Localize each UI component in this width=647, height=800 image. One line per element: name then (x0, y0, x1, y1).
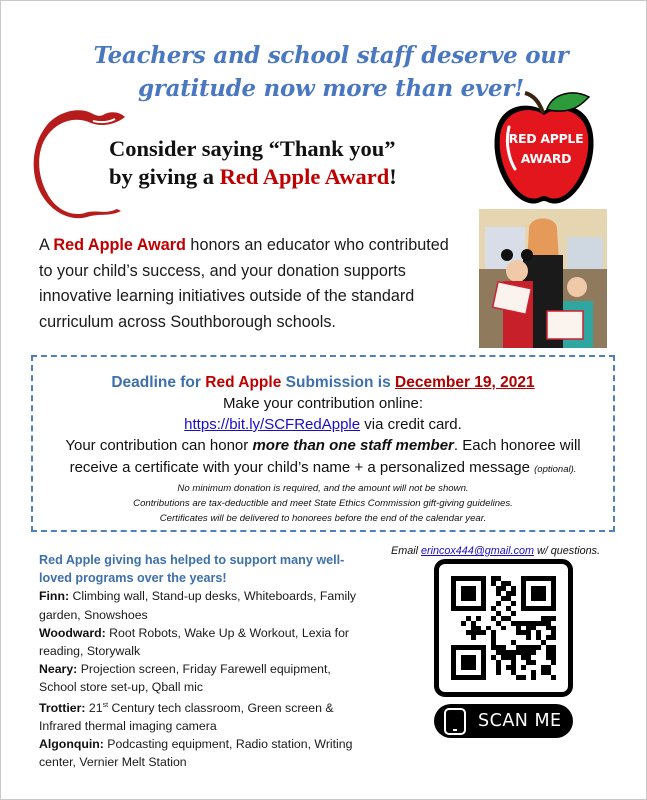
scan-me-button[interactable] (434, 704, 573, 738)
school-items: Podcasting equipment, Radio station, Writing center, Vernier Melt Station (39, 737, 353, 770)
honor-prefix: Your contribution can honor (65, 437, 253, 454)
consider-prefix: by giving a (109, 164, 220, 189)
contact-line (391, 545, 631, 557)
school-items: Projection screen, Friday Farewell equipment, School store set-up, Qball mic (39, 662, 331, 695)
intro-paragraph (39, 233, 459, 335)
deadline-box (31, 355, 615, 532)
qr-code-frame[interactable] (434, 559, 573, 697)
badge-line-2: AWARD (520, 151, 572, 166)
fine-print-3: Certificates will be delivered to honorees before the end of the calendar year. (159, 513, 487, 524)
school-name: Algonquin: (39, 737, 104, 752)
scan-me-label: SCAN ME (478, 711, 562, 731)
consider-line-1: Consider saying “Thank you” (109, 136, 396, 161)
fine-print-1: No minimum donation is required, and the amount will not be shown. (177, 483, 469, 494)
intro-prefix: A (39, 236, 54, 254)
phone-icon (444, 708, 466, 735)
school-name: Trottier: (39, 700, 86, 715)
school-name: Finn: (39, 589, 70, 604)
consider-highlight: Red Apple Award (219, 164, 390, 189)
consider-line-2 (109, 163, 469, 191)
school-items-prefix: 21 (85, 700, 103, 715)
badge-text (497, 129, 595, 169)
program-woodward (39, 624, 369, 660)
certificate-line (33, 457, 613, 481)
school-items: Century tech classroom, Green screen & Infrared thermal imaging camera (39, 700, 334, 733)
headline-line-2: gratitude now more than ever! (138, 75, 524, 102)
honor-suffix: . Each honoree will (453, 437, 581, 454)
school-name: Neary: (39, 662, 78, 677)
consider-suffix: ! (389, 164, 397, 189)
programs-list (39, 551, 369, 772)
certificate-text: receive a certificate with your child’s name + a personalized message (69, 459, 535, 476)
optional-note: (optional). (534, 464, 577, 475)
headline-line-1: Teachers and school staff deserve our (93, 42, 569, 69)
intro-highlight: Red Apple Award (53, 236, 186, 254)
program-algonquin (39, 735, 369, 771)
superscript: st (102, 701, 109, 709)
deadline-date: December 19, 2021 (395, 374, 535, 391)
program-neary (39, 660, 369, 696)
honor-bold: more than one staff member (252, 437, 454, 454)
school-items: Root Robots, Wake Up & Workout, Lexia for reading, Storywalk (39, 625, 350, 659)
teacher-students-photo (479, 209, 607, 348)
qr-code[interactable] (451, 576, 556, 680)
program-trottier (39, 697, 369, 736)
honor-line (33, 435, 613, 457)
contact-suffix: w/ questions. (533, 545, 600, 557)
email-link[interactable]: erincox444@gmail.com (421, 545, 534, 557)
deadline-title (33, 373, 613, 393)
badge-line-1: RED APPLE (508, 131, 584, 146)
school-items: Climbing wall, Stand-up desks, Whiteboards, Family garden, Snowshoes (39, 589, 357, 622)
donation-link[interactable]: https://bit.ly/SCFRedApple (184, 416, 361, 433)
school-name: Woodward: (39, 625, 106, 640)
deadline-red-apple: Red Apple (205, 374, 282, 391)
link-line (33, 414, 613, 435)
intro-text: honors an educator who contributed to your child’s success, and your donation supports innovative learning initiatives outside of the standard curriculum across Southborough schools. (39, 236, 449, 331)
contact-prefix: Email (391, 545, 421, 557)
deadline-prefix: Deadline for (111, 374, 206, 391)
programs-title: Red Apple giving has helped to support many well-loved programs over the years! (39, 553, 345, 586)
consider-heading (109, 135, 469, 191)
program-finn (39, 587, 369, 623)
link-suffix: via credit card. (360, 416, 462, 433)
online-label: Make your contribution online: (222, 395, 424, 412)
fine-print-2: Contributions are tax-deductible and meet State Ethics Commission gift-giving guidelines. (133, 498, 513, 509)
deadline-mid: Submission is (281, 374, 396, 391)
